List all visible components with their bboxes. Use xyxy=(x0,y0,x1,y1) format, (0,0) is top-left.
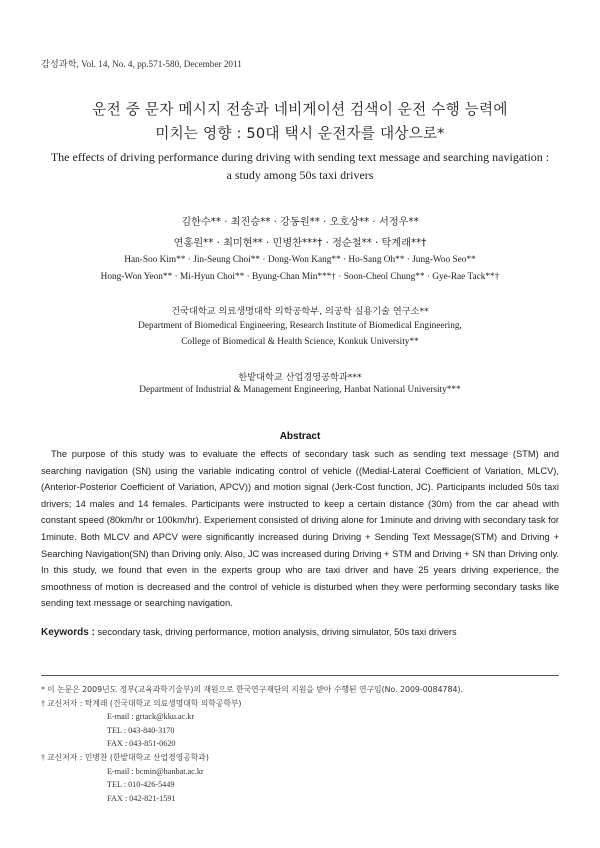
keywords-label: Keywords : xyxy=(41,627,95,638)
footnote-corresponding-1-label: 교신저자 : 탁계래 (건국대학교 의료생명대학 의학공학부) xyxy=(47,698,242,708)
title-korean-line2: 미치는 영향 : 50대 택시 운전자를 대상으로* xyxy=(155,125,445,142)
abstract-heading: Abstract xyxy=(279,431,321,442)
title-korean-line1: 운전 중 문자 메시지 전송과 네비게이션 검색이 운전 수행 능력에 xyxy=(92,101,508,118)
footnote-corresponding-2-tel: TEL : 010-426-5449 xyxy=(107,780,175,790)
keywords xyxy=(41,627,559,638)
affiliation-korean-hanbat: 한밭대학교 산업경영공학과*** xyxy=(238,372,362,383)
footnote-corresponding-2-label: 교신저자 : 민병찬 (한밭대학교 산업경영공학과) xyxy=(47,752,209,762)
abstract-body: The purpose of this study was to evaluate the effects of secondary task such as sending text message (STM) and searching navigation (SN) using the variable indicating control of vehicle ((Medial-Lateral Coefficient of Variation, MLCV), (Anterior-Posterior Coefficient of Variation, APCV)) and motion signal (Jerk-Cost function, JC). Participants included 50s taxi drivers; 14 males and 14 females. Participants were instructed to keep a certain distance (30m) from the car ahead with constant speed (80km/hr or 100km/hr). Experiement consisted of driving alone for 1minute and driving with secondary task for 1minute. Both MLCV and APCV were significantly increased during Driving + Sending Text Message(STM) and Driving + Searching Navigation(SN) than Driving only. Also, JC was increased during Driving + STM and Driving + SN than Driving only. In this study, we found that even in the experts group who are taxi driver and have 25 years driving experience, the smoothness of motion is decreased and the control of vehicle is disturbed when they were performing secondary tasks like sending text message or searching navigation. xyxy=(41,449,559,609)
footnote-mark: † xyxy=(41,698,46,708)
footnote-corresponding-1-email: E-mail : grtack@kku.ac.kr xyxy=(107,712,195,722)
journal-citation: 감성과학, Vol. 14, No. 4, pp.571-580, December 2011 xyxy=(41,59,242,69)
authors-korean-line2: 연홍원** · 최미현** · 민병찬***† · 정순철** · 탁계래**† xyxy=(173,238,427,249)
keywords-text: secondary task, driving performance, motion analysis, driving simulator, 50s taxi drivers xyxy=(97,627,457,637)
title-english: The effects of driving performance during driving with sending text message and searching navigation : a study among 50s taxi drivers xyxy=(50,150,550,182)
footnote-divider xyxy=(41,675,559,676)
footnote-corresponding-2-fax: FAX : 042-821-1591 xyxy=(107,793,176,803)
footnote-mark: † xyxy=(41,752,46,762)
footnote-corresponding-1-fax: FAX : 043-851-0620 xyxy=(107,739,176,749)
affiliation-english-hanbat: Department of Industrial & Management Engineering, Hanbat National University*** xyxy=(139,385,461,395)
authors-english-line2: Hong-Won Yeon** · Mi-Hyun Choi** · Byung-Chan Min***† · Soon-Cheol Chung** · Gye-Rae Tack**† xyxy=(100,272,500,282)
authors-english-line1: Han-Soo Kim** · Jin-Seung Choi** · Dong-Won Kang** · Ho-Sang Oh** · Jung-Woo Seo** xyxy=(124,255,476,265)
affiliation-english-konkuk-line1: Department of Biomedical Engineering, Research Institute of Biomedical Engineering, xyxy=(138,321,462,331)
footnote-corresponding-2-email: E-mail : bcmin@hanbat.ac.kr xyxy=(107,766,204,776)
footnote-mark: * xyxy=(41,685,46,694)
affiliation-english-konkuk-line2: College of Biomedical & Health Science, Konkuk University** xyxy=(181,337,419,347)
affiliation-korean-konkuk: 건국대학교 의료생명대학 의학공학부, 의공학 실용기술 연구소** xyxy=(171,306,429,317)
footnote-funding xyxy=(41,683,561,697)
footnote-funding-text: 이 논문은 2009년도 정부(교육과학기술부)의 재원으로 한국연구재단의 지원을 받아 수행된 연구임(No. 2009-0084784). xyxy=(47,685,463,694)
footnote-corresponding-1 xyxy=(41,697,561,711)
footnote-corresponding-2 xyxy=(41,751,561,765)
footnote-corresponding-1-tel: TEL : 043-840-3170 xyxy=(107,725,175,735)
footnotes xyxy=(41,683,561,805)
authors-korean-line1: 김한수** · 최진승** · 강동원** · 오호상** · 서정우** xyxy=(181,217,419,228)
